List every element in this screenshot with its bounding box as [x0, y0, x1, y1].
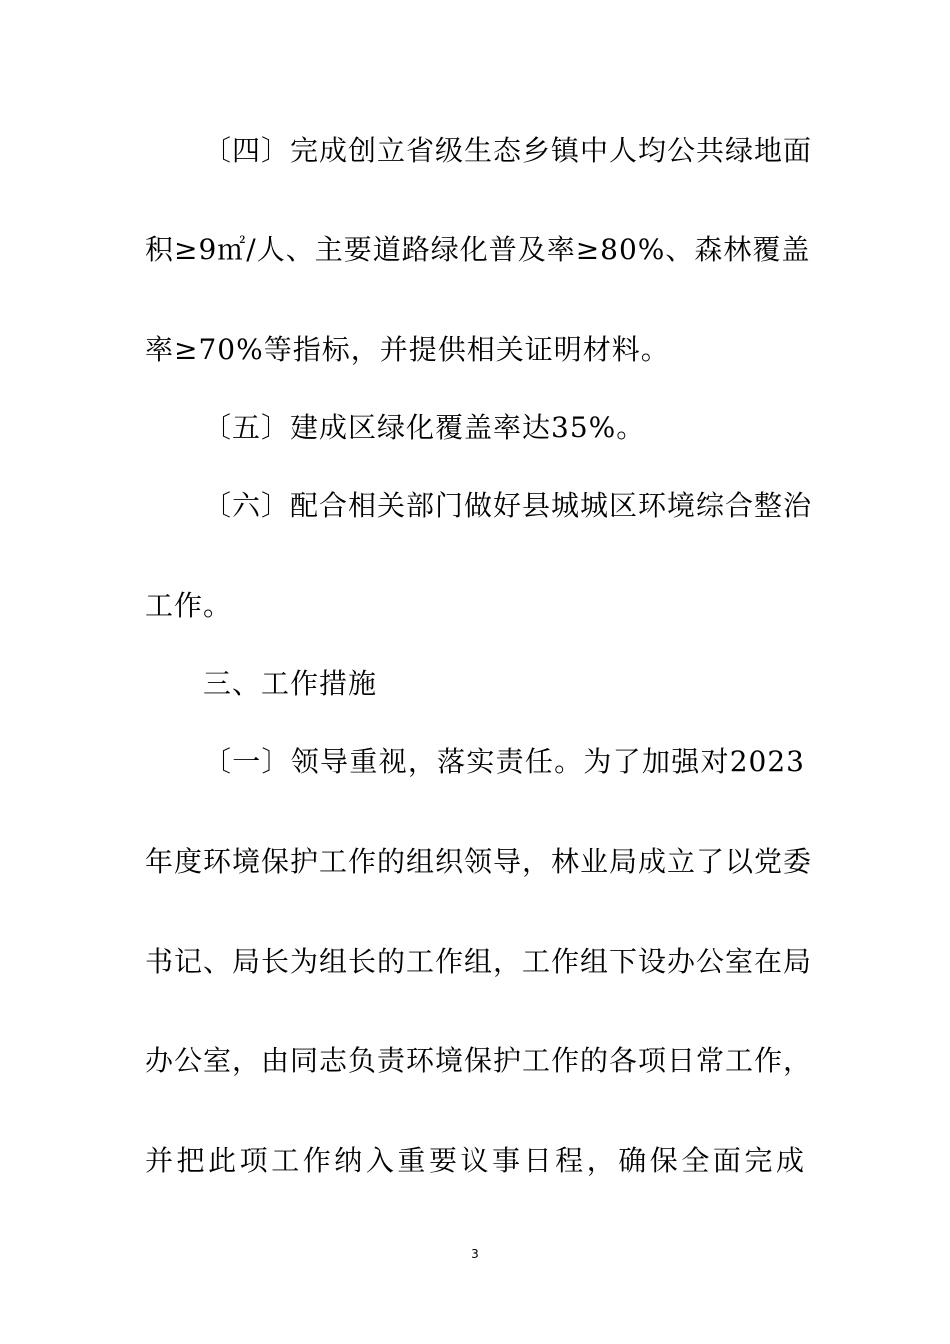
paragraph-line: 〔五〕建成区绿化覆盖率达35%。 — [203, 411, 646, 444]
paragraph-line: 积≥9㎡/人、主要道路绿化普及率≥80%、森林覆盖 — [145, 233, 811, 266]
page-number: 3 — [471, 1247, 479, 1261]
paragraph-line: 书记、局长为组长的工作组，工作组下设办公室在局 — [145, 945, 813, 978]
section-heading: 三、工作措施 — [203, 667, 378, 700]
paragraph-line: 年度环境保护工作的组织领导，林业局成立了以党委 — [145, 845, 813, 878]
paragraph-line: 〔一〕领导重视，落实责任。为了加强对2023 — [203, 745, 805, 778]
paragraph-line: 并把此项工作纳入重要议事日程，确保全面完成 — [145, 1144, 805, 1177]
paragraph-line: 〔六〕配合相关部门做好县城城区环境综合整治 — [203, 489, 813, 522]
paragraph-line: 工作。 — [145, 589, 233, 622]
paragraph-line: 〔四〕完成创立省级生态乡镇中人均公共绿地面 — [203, 134, 813, 167]
paragraph-line: 率≥70%等指标，并提供相关证明材料。 — [145, 333, 670, 366]
paragraph-line: 办公室，由同志负责环境保护工作的各项日常工作， — [145, 1044, 813, 1077]
